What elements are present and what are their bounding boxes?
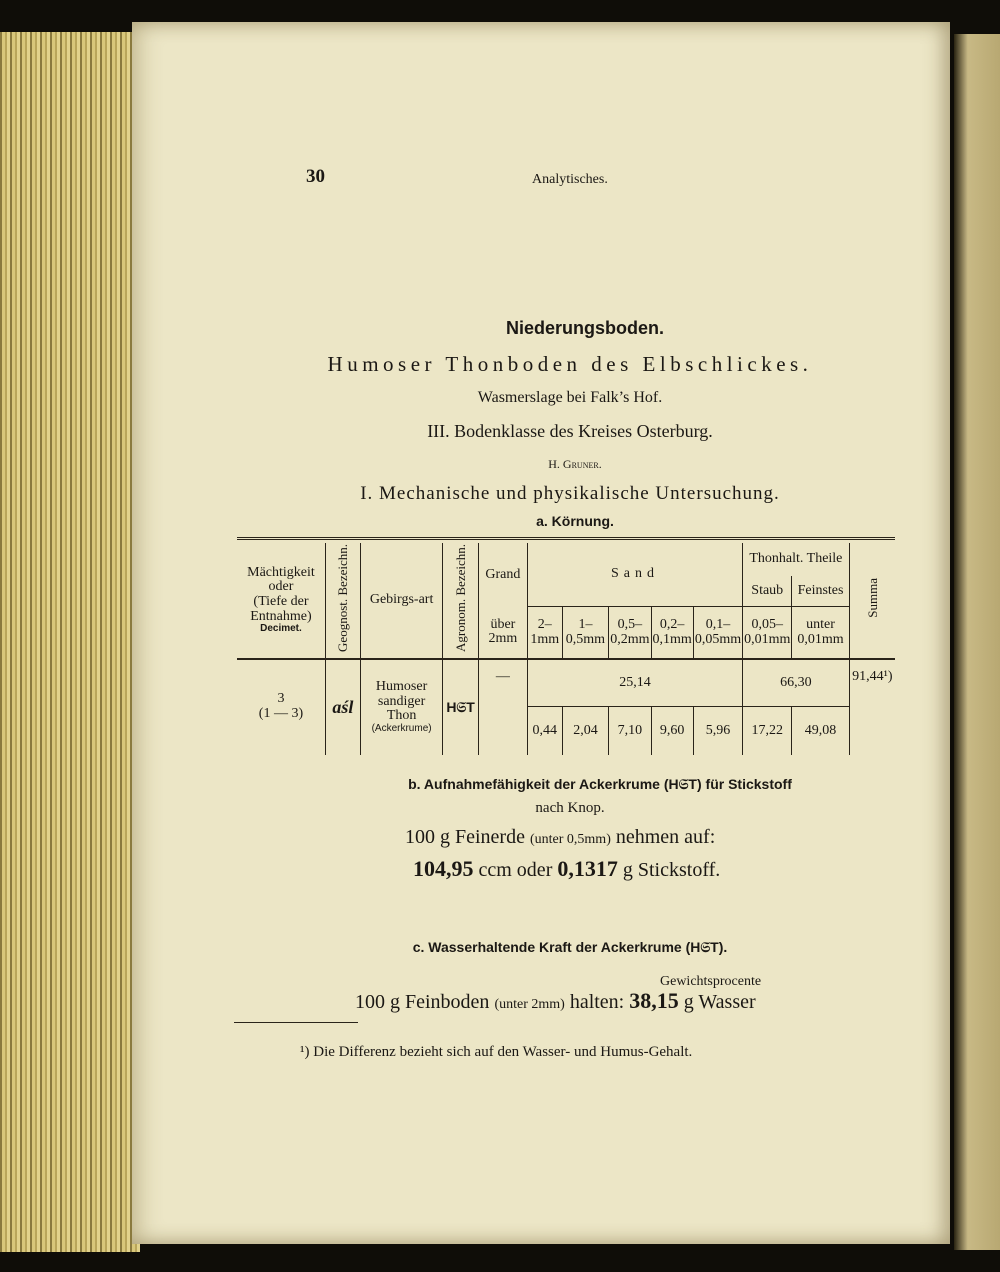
soil-title: Humoser Thonboden des Elbschlickes. <box>327 352 813 376</box>
header-feinstes: Feinstes <box>792 576 849 606</box>
location: Wasmerslage bei Falk’s Hof. <box>477 389 663 406</box>
row-gebirgsart: Humoser sandiger Thon (Ackerkrume) <box>360 659 442 755</box>
row-thon-total: 66,30 <box>743 659 850 707</box>
row-depth: 3 (1 — 3) <box>237 659 325 755</box>
header-gebirgsart: Gebirgs-art <box>360 543 442 659</box>
page-number: 30 <box>306 166 325 187</box>
header-sand: Sand <box>527 543 742 607</box>
soil-class: III. Bodenklasse des Kreises Osterburg. <box>427 421 713 441</box>
grain-size-table <box>237 543 895 755</box>
page-edges <box>0 32 140 1252</box>
sand-col-1: 2–1mm <box>527 607 562 659</box>
sand-value-1: 0,44 <box>527 707 562 755</box>
sand-col-2: 1–0,5mm <box>562 607 609 659</box>
row-geognost: aśl <box>325 659 360 755</box>
header-grand-sub: über 2mm <box>478 607 527 659</box>
footnote-rule <box>234 1022 358 1023</box>
next-page-edge <box>954 34 1000 1250</box>
sand-col-4: 0,2–0,1mm <box>651 607 693 659</box>
footnote: ¹) Die Differenz bezieht sich auf den Wasser- und Humus-Gehalt. <box>300 1044 693 1060</box>
section-b-subtitle: nach Knop. <box>535 800 605 816</box>
section-c-line: 100 g Feinboden (unter 2mm) halten: 38,15 g Wasser <box>355 988 756 1013</box>
thon-col-2: unter 0,01mm <box>792 607 849 659</box>
header-thon: Thonhalt. Theile <box>743 543 850 576</box>
header-agronom: Agronom. Bezeichn. <box>443 543 479 659</box>
author: H. Gruner. <box>548 457 602 471</box>
row-agronom: H𝔖T <box>443 659 479 755</box>
row-sand-total: 25,14 <box>527 659 742 707</box>
subsection-a-title: a. Körnung. <box>536 513 614 529</box>
row-summa: 91,44¹) <box>849 659 895 755</box>
running-title: Analytisches. <box>532 172 608 187</box>
thon-value-2: 49,08 <box>792 707 849 755</box>
part-title: I. Mechanische und physikalische Untersuchung. <box>360 483 780 504</box>
section-b-line1: 100 g Feinerde (unter 0,5mm) nehmen auf: <box>405 826 716 848</box>
thon-value-1: 17,22 <box>743 707 792 755</box>
sand-value-2: 2,04 <box>562 707 609 755</box>
header-grand: Grand <box>478 543 527 607</box>
section-b-line2: 104,95 ccm oder 0,1317 g Stickstoff. <box>413 856 721 881</box>
header-depth: Mächtigkeit oder (Tiefe der Entnahme) Decimet. <box>237 543 325 659</box>
section-title: Niederungsboden. <box>505 318 664 338</box>
header-geognost: Geognost. Bezeichn. <box>325 543 360 659</box>
section-c-title: c. Wasserhaltende Kraft der Ackerkrume (H𝔖T). <box>412 939 728 955</box>
sand-value-3: 7,10 <box>609 707 651 755</box>
sand-value-5: 5,96 <box>693 707 742 755</box>
header-staub: Staub <box>743 576 792 606</box>
table-top-rule <box>237 537 895 540</box>
thon-col-1: 0,05–0,01mm <box>743 607 792 659</box>
header-summa: Summa <box>849 543 895 659</box>
sand-col-5: 0,1–0,05mm <box>693 607 742 659</box>
sand-value-4: 9,60 <box>651 707 693 755</box>
sand-col-3: 0,5–0,2mm <box>609 607 651 659</box>
row-grand: — <box>478 659 527 755</box>
section-c-unit: Gewichtsprocente <box>660 974 762 989</box>
section-b-title: b. Aufnahmefähigkeit der Ackerkrume (H𝔖T) für Stickstoff <box>408 776 792 792</box>
